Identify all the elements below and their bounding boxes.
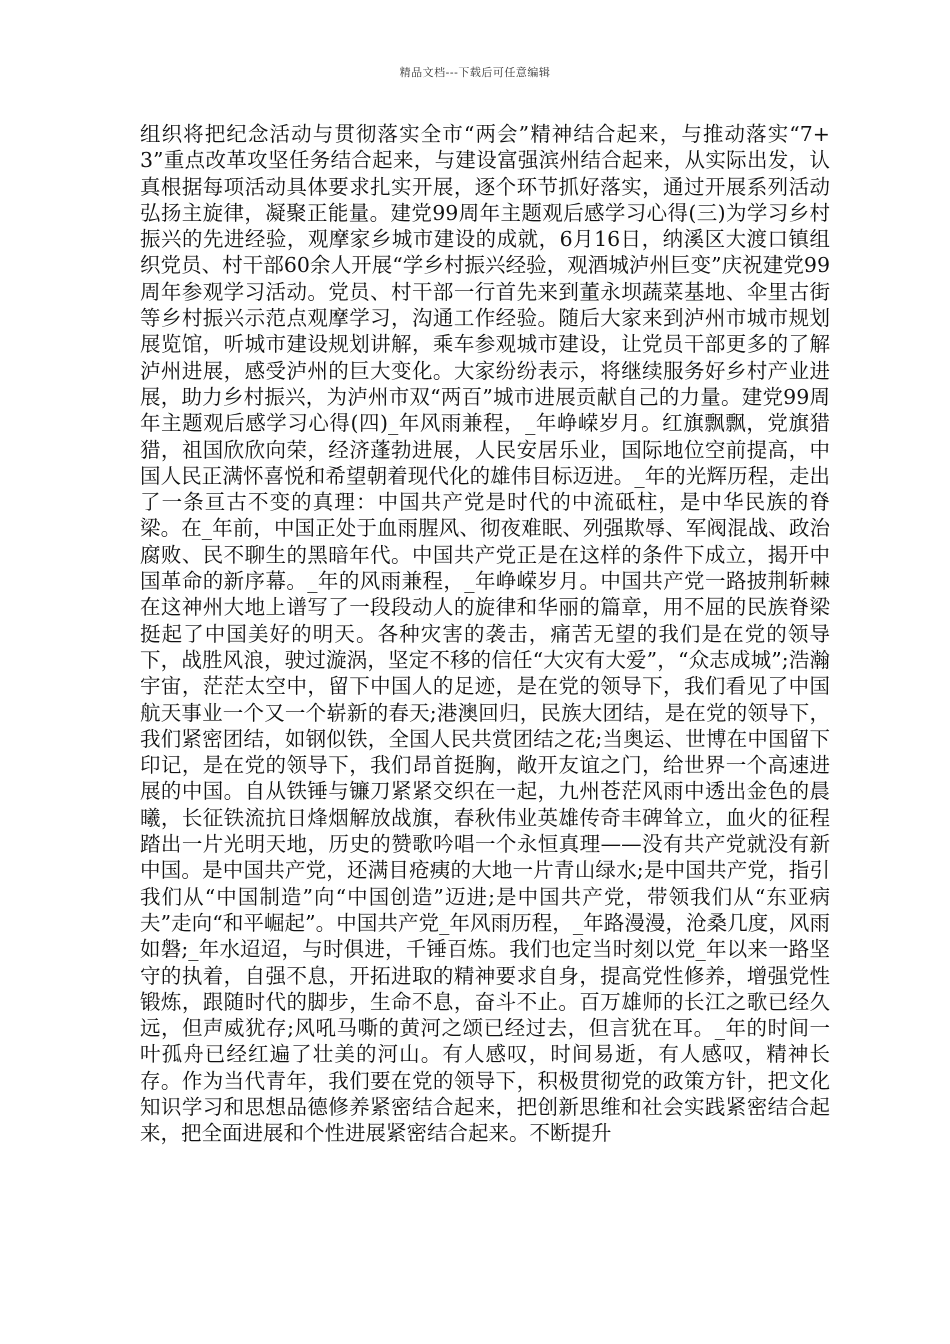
body-paragraph: 组织将把纪念活动与贯彻落实全市“两会”精神结合起来，与推动落实“7+3”重点改革攻坚任务结合起来，与建设富强滨州结合起来，从实际出发，认真根据每项活动具体要求扎实开展，逐个环节抓好落实，通过开展系列活动弘扬主旋律，凝聚正能量。建党99周年主题观后感学习心得(三)为学习乡村振兴的先进经验，观摩家乡城市建设的成就，6月16日，纳溪区大渡口镇组织党员、村干部60余人开展“学乡村振兴经验，观酒城泸州巨变”庆祝建党99周年参观学习活动。党员、村干部一行首先来到董永坝蔬菜基地、伞里古街等乡村振兴示范点观摩学习，沟通工作经验。随后大家来到泸州市城市规划展览馆，听城市建设规划讲解，乘车参观城市建设，让党员干部更多的了解泸州进展，感受泸州的巨大变化。大家纷纷表示，将继续服务好乡村产业进展，助力乡村振兴，为泸州市双“两百”城市进展贡献自己的力量。建党99周年主题观后感学习心得(四)_年风雨兼程，_年峥嵘岁月。红旗飘飘，党旗猎猎，祖国欣欣向荣，经济蓬勃进展，人民安居乐业，国际地位空前提高，中国人民正满怀喜悦和希望朝着现代化的雄伟目标迈进。_年的光辉历程，走出了一条亘古不变的真理：中国共产党是时代的中流砥柱，是中华民族的脊梁。在_年前，中国正处于血雨腥风、彻夜难眠、列强欺辱、军阀混战、政治腐败、民不聊生的黑暗年代。中国共产党正是在这样的条件下成立，揭开中国革命的新序幕。_年的风雨兼程，_年峥嵘岁月。中国共产党一路披荆斩棘在这神州大地上谱写了一段段动人的旋律和华丽的篇章，用不屈的民族脊梁挺起了中国美好的明天。各种灾害的袭击，痛苦无望的我们是在党的领导下，战胜风浪，驶过漩涡，坚定不移的信任“大灾有大爱”，“众志成城”;浩瀚宇宙，茫茫太空中，留下中国人的足迹，是在党的领导下，我们看见了中国航天事业一个又一个崭新的春天;港澳回归，民族大团结，是在党的领导下，我们紧密团结，如钢似铁，全国人民共赏团结之花;当奥运、世博在中国留下印记，是在党的领导下，我们昂首挺胸，敞开友谊之门，给世界一个高速进展的中国。自从铁锤与镰刀紧紧交织在一起，九州苍茫风雨中透出金色的晨曦，长征铁流抗日烽烟解放战旗，春秋伟业英雄传奇丰碑耸立，血火的征程踏出一片光明天地，历史的赞歌吟唱一个永恒真理——没有共产党就没有新中国。是中国共产党，还满目疮痍的大地一片青山绿水;是中国共产党，指引我们从“中国制造”向“中国创造”迈进;是中国共产党，带领我们从“东亚病夫”走向“和平崛起”。中国共产党_年风雨历程，_年路漫漫，沧桑几度，风雨如磐;_年水迢迢，与时俱进，千锤百炼。我们也定当时刻以党_年以来一路坚守的执着，自强不息，开拓进取的精神要求自身，提高党性修养，增强党性锻炼，跟随时代的脚步，生命不息，奋斗不止。百万雄师的长江之歌已经久远，但声威犹存;风吼马嘶的黄河之颂已经过去，但言犹在耳。_年的时间一叶孤舟已经红遍了壮美的河山。有人感叹，时间易逝，有人感叹，精神长存。作为当代青年，我们要在党的领导下，积极贯彻党的政策方针，把文化知识学习和思想品德修养紧密结合起来，把创新思维和社会实践紧密结合起来，把全面进展和个性进展紧密结合起来。不断提升 xyxy=(140,122,830,1146)
page-header-note: 精品文档---下载后可任意编辑 xyxy=(399,66,551,79)
